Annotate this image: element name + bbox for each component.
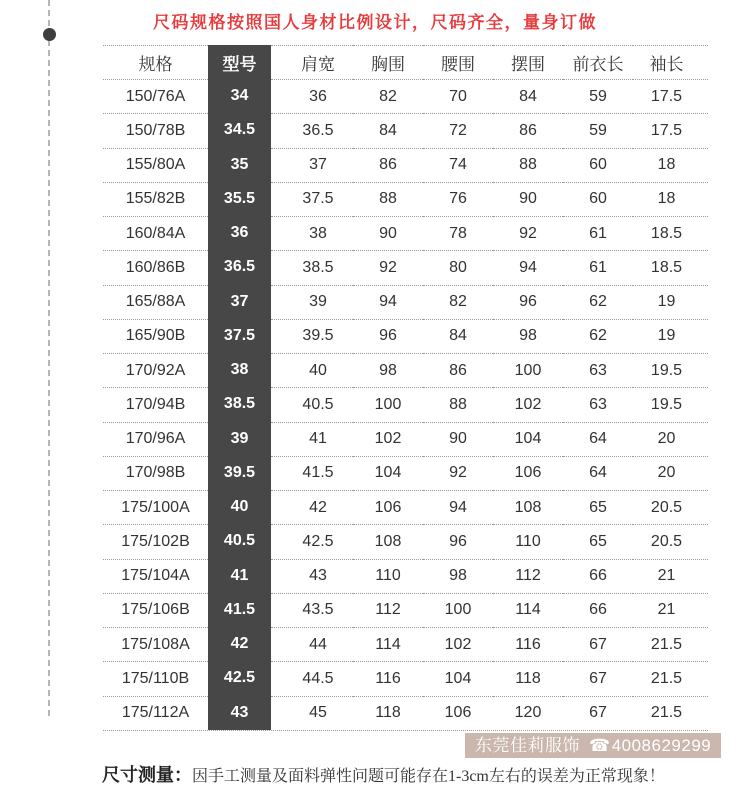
- table-cell: 41: [271, 422, 353, 456]
- table-cell: 20: [633, 422, 708, 456]
- table-cell: 96: [423, 524, 493, 558]
- table-cell: 98: [423, 559, 493, 593]
- table-cell: 84: [423, 319, 493, 353]
- table-cell: 36.5: [208, 250, 271, 284]
- table-cell: 80: [423, 250, 493, 284]
- table-cell: 62: [563, 285, 633, 319]
- table-cell: 37.5: [208, 319, 271, 353]
- table-cell: 40.5: [208, 524, 271, 558]
- header-cell: 胸围: [353, 45, 423, 79]
- table-cell: 118: [353, 696, 423, 730]
- table-row: [103, 216, 708, 250]
- table-cell: 19.5: [633, 387, 708, 421]
- shop-watermark: [465, 733, 721, 758]
- table-cell: 18: [633, 148, 708, 182]
- table-cell: 21.5: [633, 661, 708, 695]
- table-cell: 104: [423, 661, 493, 695]
- table-row: [103, 661, 708, 695]
- table-cell: 44.5: [271, 661, 353, 695]
- table-cell: 175/112A: [103, 696, 208, 730]
- table-cell: 98: [353, 353, 423, 387]
- table-cell: 39.5: [271, 319, 353, 353]
- table-cell: 66: [563, 559, 633, 593]
- table-cell: 42: [208, 627, 271, 661]
- table-cell: 94: [493, 250, 563, 284]
- table-cell: 21.5: [633, 696, 708, 730]
- table-cell: 36: [271, 79, 353, 113]
- table-cell: 38.5: [208, 387, 271, 421]
- table-cell: 60: [563, 182, 633, 216]
- table-cell: 102: [423, 627, 493, 661]
- table-row: [103, 79, 708, 113]
- table-cell: 116: [353, 661, 423, 695]
- header-cell: 摆围: [493, 45, 563, 79]
- table-cell: 155/82B: [103, 182, 208, 216]
- table-cell: 88: [493, 148, 563, 182]
- header-cell: 肩宽: [271, 45, 353, 79]
- table-cell: 175/108A: [103, 627, 208, 661]
- table-cell: 21: [633, 593, 708, 627]
- table-row: [103, 422, 708, 456]
- table-row: [103, 182, 708, 216]
- table-cell: 19: [633, 285, 708, 319]
- table-cell: 21: [633, 559, 708, 593]
- table-cell: 74: [423, 148, 493, 182]
- table-row: [103, 285, 708, 319]
- table-cell: 39.5: [208, 456, 271, 490]
- table-cell: 175/104A: [103, 559, 208, 593]
- table-cell: 170/94B: [103, 387, 208, 421]
- table-cell: 65: [563, 524, 633, 558]
- table-cell: 84: [493, 79, 563, 113]
- table-cell: 100: [423, 593, 493, 627]
- table-cell: 67: [563, 696, 633, 730]
- table-cell: 40: [271, 353, 353, 387]
- header-cell: 腰围: [423, 45, 493, 79]
- size-table: [103, 45, 708, 731]
- table-cell: 42: [271, 490, 353, 524]
- table-row: [103, 627, 708, 661]
- table-cell: 64: [563, 422, 633, 456]
- table-cell: 45: [271, 696, 353, 730]
- table-cell: 98: [493, 319, 563, 353]
- table-cell: 36: [208, 216, 271, 250]
- table-cell: 92: [353, 250, 423, 284]
- table-cell: 110: [353, 559, 423, 593]
- table-cell: 90: [423, 422, 493, 456]
- telephone-icon: ☎: [589, 736, 611, 755]
- table-cell: 102: [493, 387, 563, 421]
- table-cell: 63: [563, 353, 633, 387]
- table-cell: 86: [423, 353, 493, 387]
- table-cell: 18.5: [633, 216, 708, 250]
- table-cell: 41.5: [208, 593, 271, 627]
- table-cell: 155/80A: [103, 148, 208, 182]
- table-cell: 35: [208, 148, 271, 182]
- table-cell: 90: [493, 182, 563, 216]
- table-cell: 37: [271, 148, 353, 182]
- table-cell: 150/76A: [103, 79, 208, 113]
- table-cell: 38: [208, 353, 271, 387]
- table-cell: 170/92A: [103, 353, 208, 387]
- table-cell: 63: [563, 387, 633, 421]
- table-cell: 61: [563, 250, 633, 284]
- shop-phone-number: 4008629299: [611, 736, 712, 755]
- table-row: [103, 148, 708, 182]
- table-cell: 82: [423, 285, 493, 319]
- table-cell: 62: [563, 319, 633, 353]
- table-cell: 67: [563, 661, 633, 695]
- shop-name: 东莞佳莉服饰: [475, 736, 580, 755]
- table-cell: 76: [423, 182, 493, 216]
- table-cell: 116: [493, 627, 563, 661]
- table-cell: 92: [493, 216, 563, 250]
- table-cell: 94: [423, 490, 493, 524]
- table-cell: 37: [208, 285, 271, 319]
- table-cell: 92: [423, 456, 493, 490]
- table-cell: 18: [633, 182, 708, 216]
- table-cell: 165/90B: [103, 319, 208, 353]
- table-cell: 19: [633, 319, 708, 353]
- table-cell: 17.5: [633, 79, 708, 113]
- table-cell: 175/110B: [103, 661, 208, 695]
- table-row: [103, 490, 708, 524]
- measurement-note-text: 因手工测量及面料弹性问题可能存在1-3cm左右的误差为正常现象！: [192, 768, 665, 785]
- header-cell: 型号: [208, 45, 271, 79]
- table-cell: 86: [353, 148, 423, 182]
- table-cell: 112: [353, 593, 423, 627]
- header-cell: 规格: [103, 45, 208, 79]
- table-row: [103, 250, 708, 284]
- table-cell: 86: [493, 113, 563, 147]
- measurement-note: [102, 761, 665, 787]
- table-cell: 88: [353, 182, 423, 216]
- table-cell: 20.5: [633, 524, 708, 558]
- table-cell: 39: [271, 285, 353, 319]
- table-cell: 90: [353, 216, 423, 250]
- table-cell: 37.5: [271, 182, 353, 216]
- table-cell: 60: [563, 148, 633, 182]
- table-cell: 40.5: [271, 387, 353, 421]
- table-cell: 106: [493, 456, 563, 490]
- table-cell: 106: [353, 490, 423, 524]
- table-cell: 108: [493, 490, 563, 524]
- table-cell: 36.5: [271, 113, 353, 147]
- table-cell: 41.5: [271, 456, 353, 490]
- table-cell: 43: [208, 696, 271, 730]
- table-cell: 114: [493, 593, 563, 627]
- table-cell: 150/78B: [103, 113, 208, 147]
- size-table-header-row: [103, 45, 708, 79]
- table-cell: 108: [353, 524, 423, 558]
- table-cell: 70: [423, 79, 493, 113]
- table-cell: 175/106B: [103, 593, 208, 627]
- table-cell: 106: [423, 696, 493, 730]
- table-row: [103, 696, 708, 730]
- table-cell: 38.5: [271, 250, 353, 284]
- table-cell: 38: [271, 216, 353, 250]
- left-dashed-timeline-line: [48, 0, 50, 716]
- table-row: [103, 559, 708, 593]
- table-cell: 44: [271, 627, 353, 661]
- table-cell: 170/98B: [103, 456, 208, 490]
- table-row: [103, 593, 708, 627]
- table-cell: 96: [353, 319, 423, 353]
- table-cell: 104: [353, 456, 423, 490]
- table-cell: 100: [353, 387, 423, 421]
- table-cell: 65: [563, 490, 633, 524]
- table-cell: 35.5: [208, 182, 271, 216]
- table-cell: 17.5: [633, 113, 708, 147]
- table-cell: 78: [423, 216, 493, 250]
- table-cell: 61: [563, 216, 633, 250]
- size-table-body: [103, 79, 708, 730]
- page-title: 尺码规格按照国人身材比例设计，尺码齐全，量身订做: [153, 13, 597, 32]
- table-cell: 94: [353, 285, 423, 319]
- table-cell: 82: [353, 79, 423, 113]
- table-cell: 18.5: [633, 250, 708, 284]
- table-cell: 100: [493, 353, 563, 387]
- table-cell: 110: [493, 524, 563, 558]
- table-cell: 112: [493, 559, 563, 593]
- table-row: [103, 387, 708, 421]
- table-cell: 66: [563, 593, 633, 627]
- table-cell: 64: [563, 456, 633, 490]
- table-cell: 42.5: [208, 661, 271, 695]
- table-cell: 34: [208, 79, 271, 113]
- table-cell: 170/96A: [103, 422, 208, 456]
- table-cell: 21.5: [633, 627, 708, 661]
- table-cell: 175/100A: [103, 490, 208, 524]
- table-cell: 67: [563, 627, 633, 661]
- table-cell: 104: [493, 422, 563, 456]
- table-cell: 42.5: [271, 524, 353, 558]
- table-row: [103, 353, 708, 387]
- table-cell: 114: [353, 627, 423, 661]
- table-cell: 160/86B: [103, 250, 208, 284]
- measurement-note-label: 尺寸测量：: [102, 765, 192, 785]
- table-row: [103, 113, 708, 147]
- table-cell: 102: [353, 422, 423, 456]
- table-cell: 43.5: [271, 593, 353, 627]
- table-cell: 165/88A: [103, 285, 208, 319]
- table-cell: 118: [493, 661, 563, 695]
- table-cell: 20.5: [633, 490, 708, 524]
- header-cell: 袖长: [633, 45, 708, 79]
- table-cell: 59: [563, 113, 633, 147]
- table-cell: 43: [271, 559, 353, 593]
- table-cell: 72: [423, 113, 493, 147]
- table-row: [103, 319, 708, 353]
- table-cell: 88: [423, 387, 493, 421]
- table-cell: 160/84A: [103, 216, 208, 250]
- table-cell: 39: [208, 422, 271, 456]
- table-cell: 59: [563, 79, 633, 113]
- table-cell: 19.5: [633, 353, 708, 387]
- header-cell: 前衣长: [563, 45, 633, 79]
- table-cell: 40: [208, 490, 271, 524]
- table-cell: 41: [208, 559, 271, 593]
- table-cell: 84: [353, 113, 423, 147]
- table-cell: 96: [493, 285, 563, 319]
- table-cell: 34.5: [208, 113, 271, 147]
- table-cell: 20: [633, 456, 708, 490]
- table-cell: 120: [493, 696, 563, 730]
- table-row: [103, 456, 708, 490]
- table-cell: 175/102B: [103, 524, 208, 558]
- table-row: [103, 524, 708, 558]
